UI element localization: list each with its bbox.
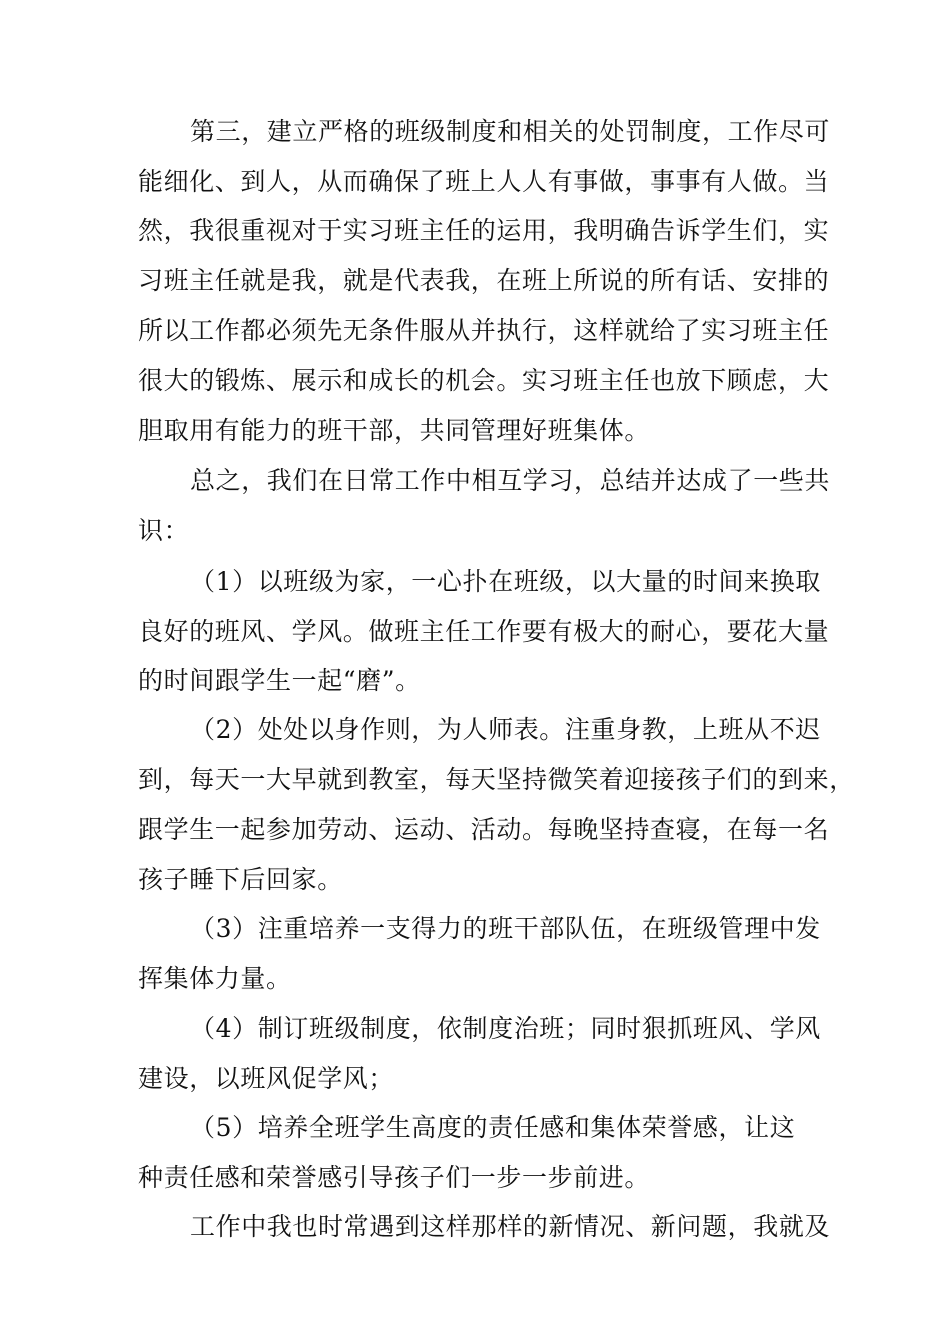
text-line-17: （3）注重培养一支得力的班干部队伍，在班级管理中发 <box>190 914 821 943</box>
text-line-8: 总之，我们在日常工作中相互学习，总结并达成了一些共 <box>190 466 831 495</box>
text-line-9: 识： <box>138 516 190 545</box>
text-line-22: 种责任感和荣誉感引导孩子们一步一步前进。 <box>138 1163 651 1192</box>
text-line-6: 很大的锻炼、展示和成长的机会。实习班主任也放下顾虑，大 <box>138 366 830 395</box>
text-line-12: 的时间跟学生一起“磨”。 <box>138 666 421 695</box>
text-line-11: 良好的班风、学风。做班主任工作要有极大的耐心，要花大量 <box>138 617 830 646</box>
text-line-14: 到，每天一大早就到教室，每天坚持微笑着迎接孩子们的到来， <box>138 765 855 794</box>
text-line-20: 建设，以班风促学风； <box>138 1064 395 1093</box>
text-line-13: （2）处处以身作则，为人师表。注重身教，上班从不迟 <box>190 715 821 744</box>
text-line-5: 所以工作都必须先无条件服从并执行，这样就给了实习班主任 <box>138 316 830 345</box>
text-line-2: 能细化、到人，从而确保了班上人人有事做，事事有人做。当 <box>138 167 830 196</box>
text-line-23: 工作中我也时常遇到这样那样的新情况、新问题，我就及 <box>190 1212 831 1241</box>
text-line-10: （1）以班级为家，一心扑在班级，以大量的时间来换取 <box>190 567 821 596</box>
text-line-21: （5）培养全班学生高度的责任感和集体荣誉感，让这 <box>190 1113 796 1142</box>
text-line-1: 第三，建立严格的班级制度和相关的处罚制度，工作尽可 <box>190 117 831 146</box>
text-line-3: 然，我很重视对于实习班主任的运用，我明确告诉学生们，实 <box>138 216 830 245</box>
text-line-16: 孩子睡下后回家。 <box>138 865 343 894</box>
text-line-18: 挥集体力量。 <box>138 964 292 993</box>
text-line-4: 习班主任就是我，就是代表我，在班上所说的所有话、安排的 <box>138 266 830 295</box>
text-line-19: （4）制订班级制度，依制度治班；同时狠抓班风、学风 <box>190 1014 821 1043</box>
text-line-7: 胆取用有能力的班干部，共同管理好班集体。 <box>138 416 651 445</box>
text-line-15: 跟学生一起参加劳动、运动、活动。每晚坚持查寝，在每一名 <box>138 815 830 844</box>
